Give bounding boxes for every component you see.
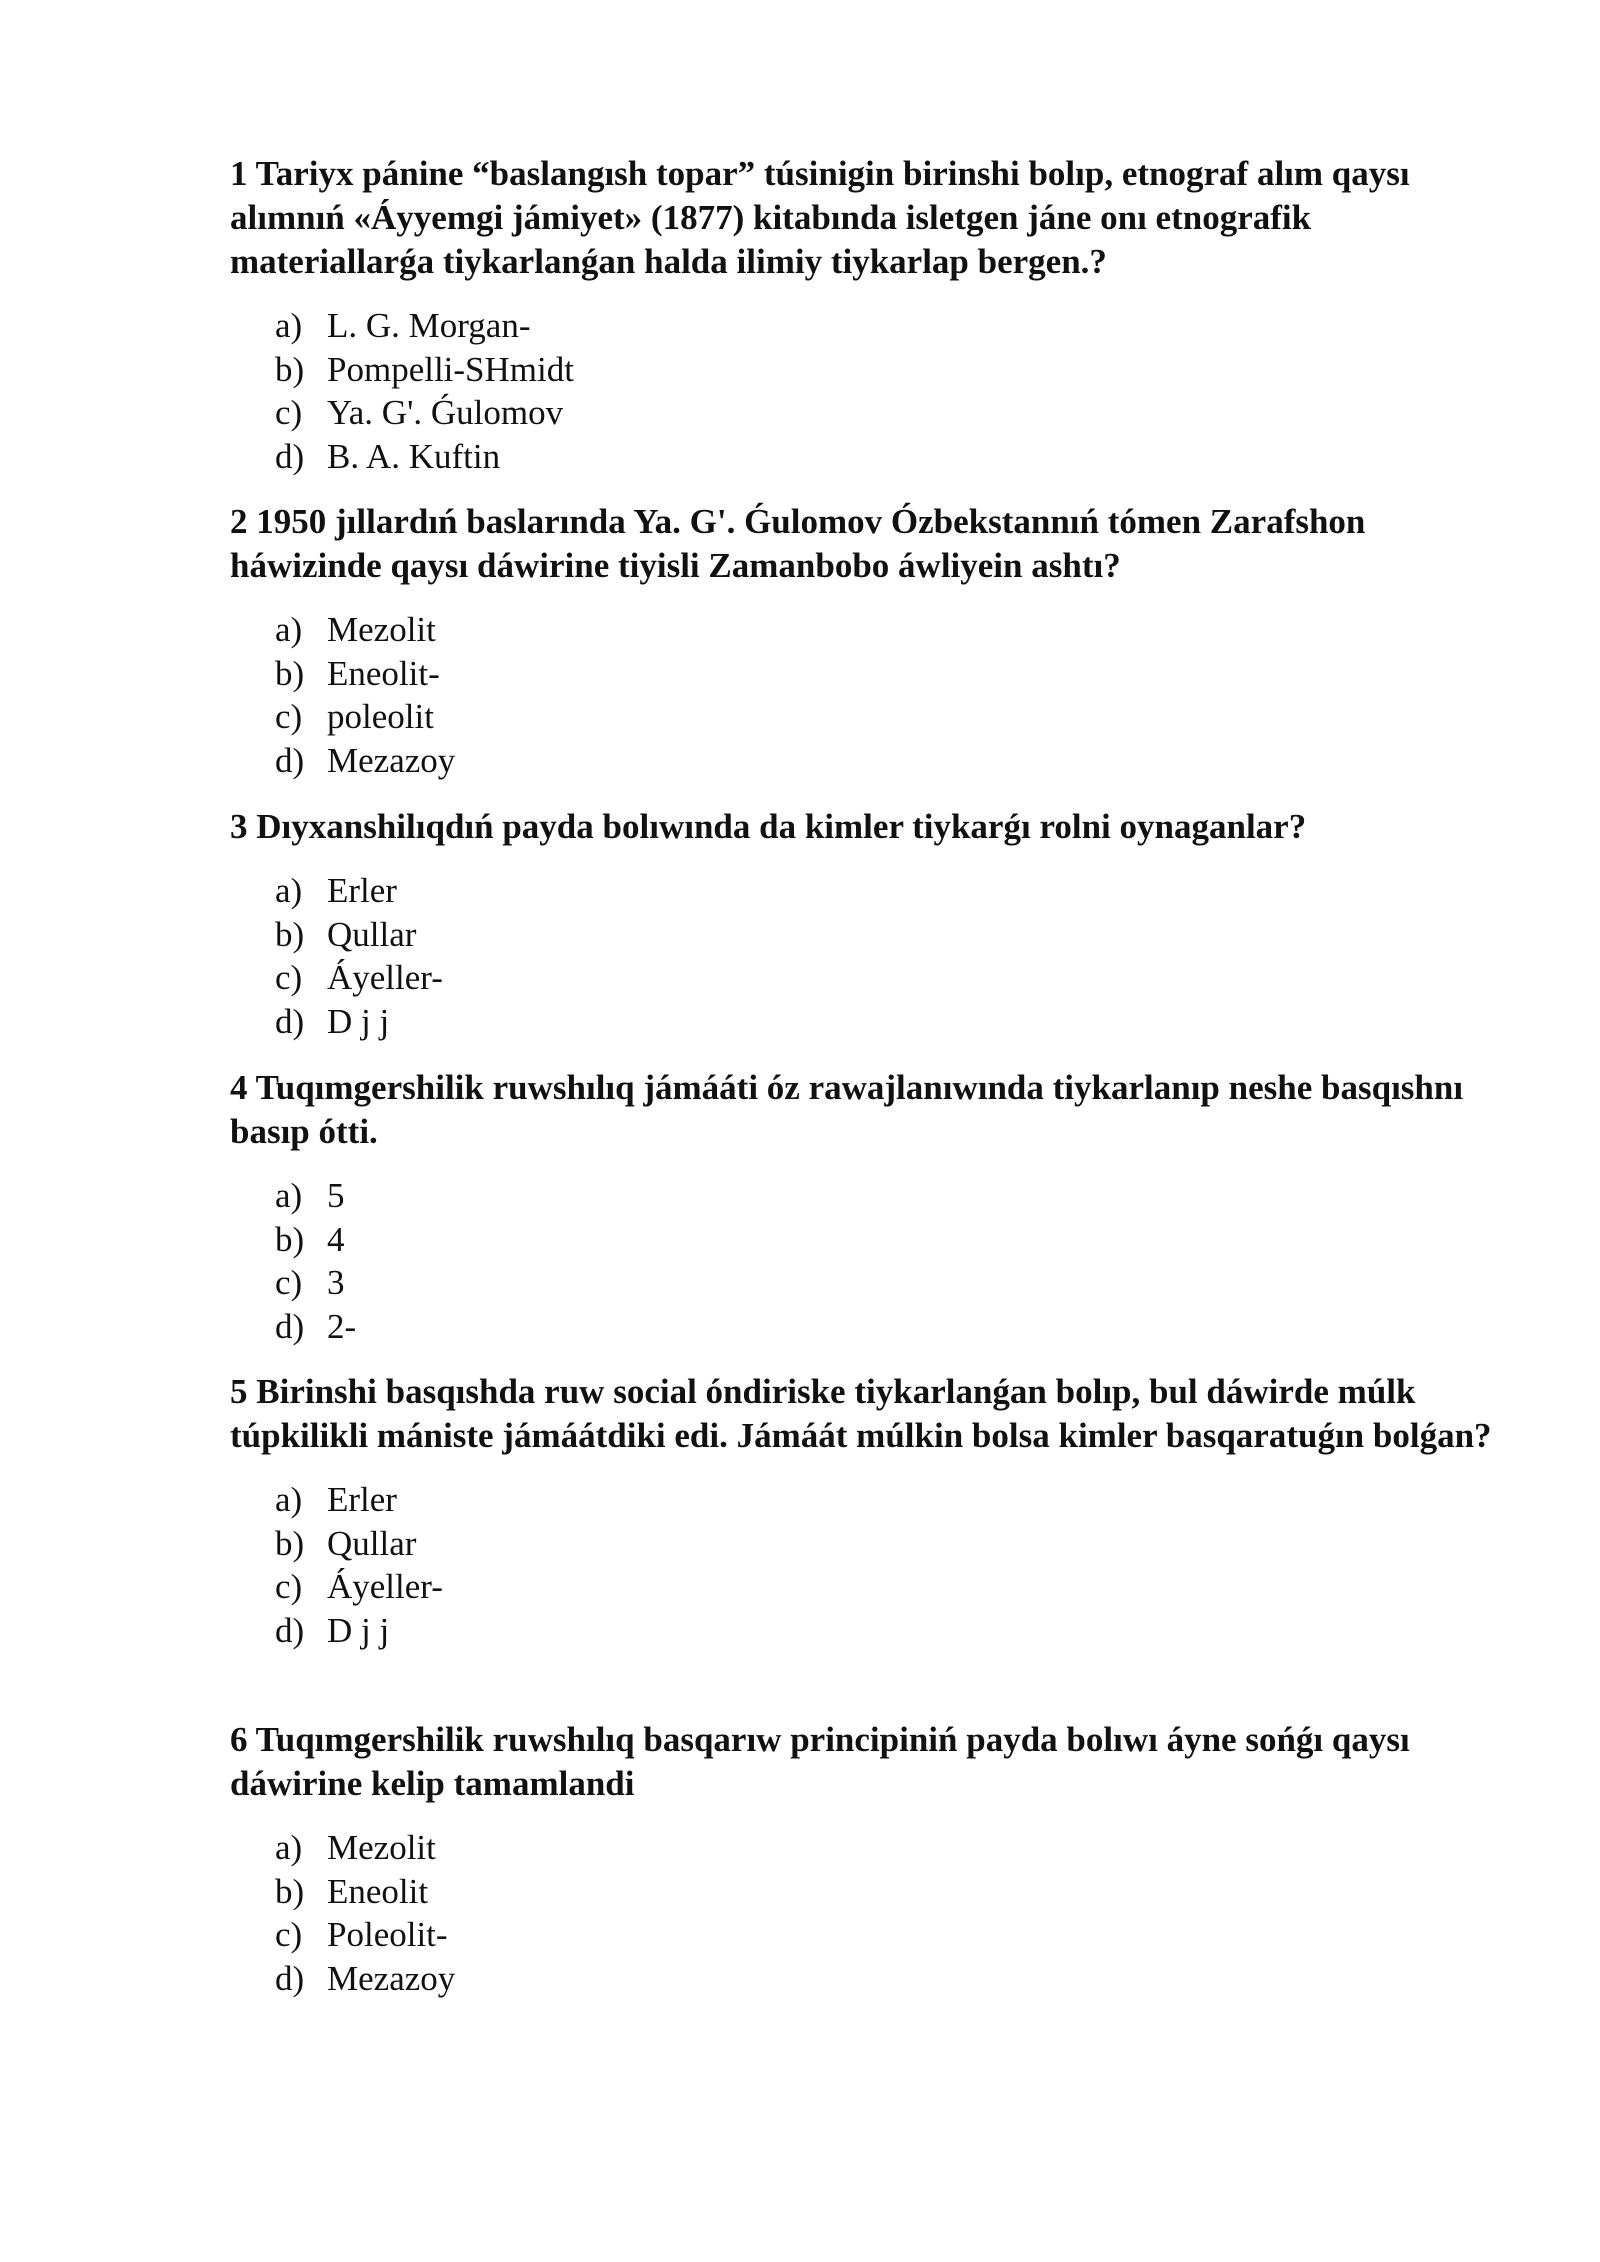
option-a bbox=[230, 1478, 1520, 1522]
option-text: D j j bbox=[327, 1001, 390, 1041]
option-c bbox=[230, 391, 1520, 435]
question-5 bbox=[230, 1370, 1520, 1652]
option-d bbox=[230, 1609, 1520, 1653]
answer-options bbox=[230, 1174, 1520, 1348]
option-letter: c) bbox=[275, 697, 303, 736]
question-text: 2 1950 jıllardıń baslarında Ya. G'. Ǵulomov Ózbekstannıń tómen Zarafshon háwizinde qaysı dáwirine tiyisli Zamanbobo áwliyein ashtı? bbox=[230, 502, 1366, 585]
option-c bbox=[230, 1565, 1520, 1609]
option-text: poleolit bbox=[327, 697, 434, 736]
option-c bbox=[230, 1261, 1520, 1305]
option-text: 5 bbox=[327, 1176, 345, 1215]
option-letter: c) bbox=[275, 393, 303, 432]
option-letter: b) bbox=[275, 1523, 305, 1563]
option-text: Erler bbox=[327, 871, 397, 910]
option-text: Mezolit bbox=[327, 610, 436, 649]
option-text: 3 bbox=[327, 1263, 345, 1302]
option-text: Qullar bbox=[327, 914, 417, 954]
option-text: Qullar bbox=[327, 1523, 417, 1563]
question-text: 4 Tuqımgershilik ruwshılıq jámááti óz rawajlanıwında tiykarlanıp neshe basqıshnı basıp ótti. bbox=[230, 1068, 1464, 1151]
question-text: 1 Tariyx pánine “baslangısh topar” túsinigin birinshi bolıp, etnograf alım qaysı alımnıń «Áyyemgi jámiyet» (1877) kitabında isletgen jáne onı etnografik materiallarǵa tiykarlanǵan halda ilimiy tiykarlap bergen.? bbox=[230, 154, 1410, 281]
option-c bbox=[230, 956, 1520, 1000]
question-text: 6 Tuqımgershilik ruwshılıq basqarıw principiniń payda bolıwı áyne sońǵı qaysı dáwirine kelip tamamlandi bbox=[230, 1720, 1410, 1803]
question-1 bbox=[230, 152, 1520, 478]
option-letter: c) bbox=[275, 958, 303, 997]
question-text: 3 Dıyxanshilıqdıń payda bolıwında da kimler tiykarǵı rolni oynaganlar? bbox=[230, 807, 1307, 846]
option-letter: c) bbox=[275, 1567, 303, 1606]
option-letter: b) bbox=[275, 914, 305, 954]
option-c bbox=[230, 695, 1520, 739]
option-text: Ya. G'. Ǵulomov bbox=[327, 393, 564, 432]
option-d bbox=[230, 1957, 1520, 2001]
option-a bbox=[230, 304, 1520, 348]
option-b bbox=[230, 1218, 1520, 1262]
option-letter: d) bbox=[275, 740, 305, 780]
option-text: Áyeller- bbox=[327, 958, 443, 997]
answer-options bbox=[230, 608, 1520, 782]
option-letter: b) bbox=[275, 1219, 305, 1259]
option-a bbox=[230, 869, 1520, 913]
answer-options bbox=[230, 1826, 1520, 2000]
option-letter: d) bbox=[275, 1001, 305, 1041]
option-letter: b) bbox=[275, 349, 305, 389]
option-letter: a) bbox=[275, 610, 303, 649]
option-letter: c) bbox=[275, 1263, 303, 1302]
option-letter: a) bbox=[275, 871, 303, 910]
option-b bbox=[230, 1522, 1520, 1566]
option-letter: a) bbox=[275, 1176, 303, 1215]
question-text: 5 Birinshi basqıshda ruw social óndiriske tiykarlanǵan bolıp, bul dáwirde múlk túpkilikli mániste jámáátdiki edi. Jámáát múlkin bolsa kimler basqaratuǵın bolǵan? bbox=[230, 1372, 1492, 1455]
option-text: Mezolit bbox=[327, 1828, 436, 1867]
option-text: Pompelli-SHmidt bbox=[327, 349, 574, 389]
option-text: D j j bbox=[327, 1610, 390, 1650]
option-text: Eneolit- bbox=[327, 653, 440, 693]
option-letter: d) bbox=[275, 1958, 305, 1998]
question-3 bbox=[230, 805, 1520, 1043]
answer-options bbox=[230, 869, 1520, 1043]
option-text: Mezazoy bbox=[327, 740, 456, 780]
option-d bbox=[230, 1305, 1520, 1349]
option-text: Erler bbox=[327, 1480, 397, 1519]
option-letter: a) bbox=[275, 1828, 303, 1867]
option-letter: c) bbox=[275, 1915, 303, 1954]
option-letter: d) bbox=[275, 436, 305, 476]
question-6 bbox=[230, 1718, 1520, 2000]
question-2 bbox=[230, 500, 1520, 782]
option-d bbox=[230, 435, 1520, 479]
option-b bbox=[230, 1870, 1520, 1914]
option-text: L. G. Morgan- bbox=[327, 306, 531, 345]
question-4 bbox=[230, 1066, 1520, 1348]
option-a bbox=[230, 1826, 1520, 1870]
option-text: Eneolit bbox=[327, 1871, 429, 1911]
option-letter: a) bbox=[275, 306, 303, 345]
option-text: Áyeller- bbox=[327, 1567, 443, 1606]
option-d bbox=[230, 739, 1520, 783]
option-letter: d) bbox=[275, 1610, 305, 1650]
answer-options bbox=[230, 1478, 1520, 1652]
option-b bbox=[230, 652, 1520, 696]
option-letter: d) bbox=[275, 1306, 305, 1346]
option-c bbox=[230, 1913, 1520, 1957]
option-text: Mezazoy bbox=[327, 1958, 456, 1998]
option-text: Poleolit- bbox=[327, 1915, 448, 1954]
option-text: 2- bbox=[327, 1306, 357, 1346]
answer-options bbox=[230, 304, 1520, 478]
option-text: 4 bbox=[327, 1219, 345, 1259]
option-text: B. A. Kuftin bbox=[327, 436, 501, 476]
option-b bbox=[230, 913, 1520, 957]
option-letter: b) bbox=[275, 1871, 305, 1911]
option-letter: b) bbox=[275, 653, 305, 693]
option-a bbox=[230, 608, 1520, 652]
option-b bbox=[230, 348, 1520, 392]
option-d bbox=[230, 1000, 1520, 1044]
option-letter: a) bbox=[275, 1480, 303, 1519]
option-a bbox=[230, 1174, 1520, 1218]
